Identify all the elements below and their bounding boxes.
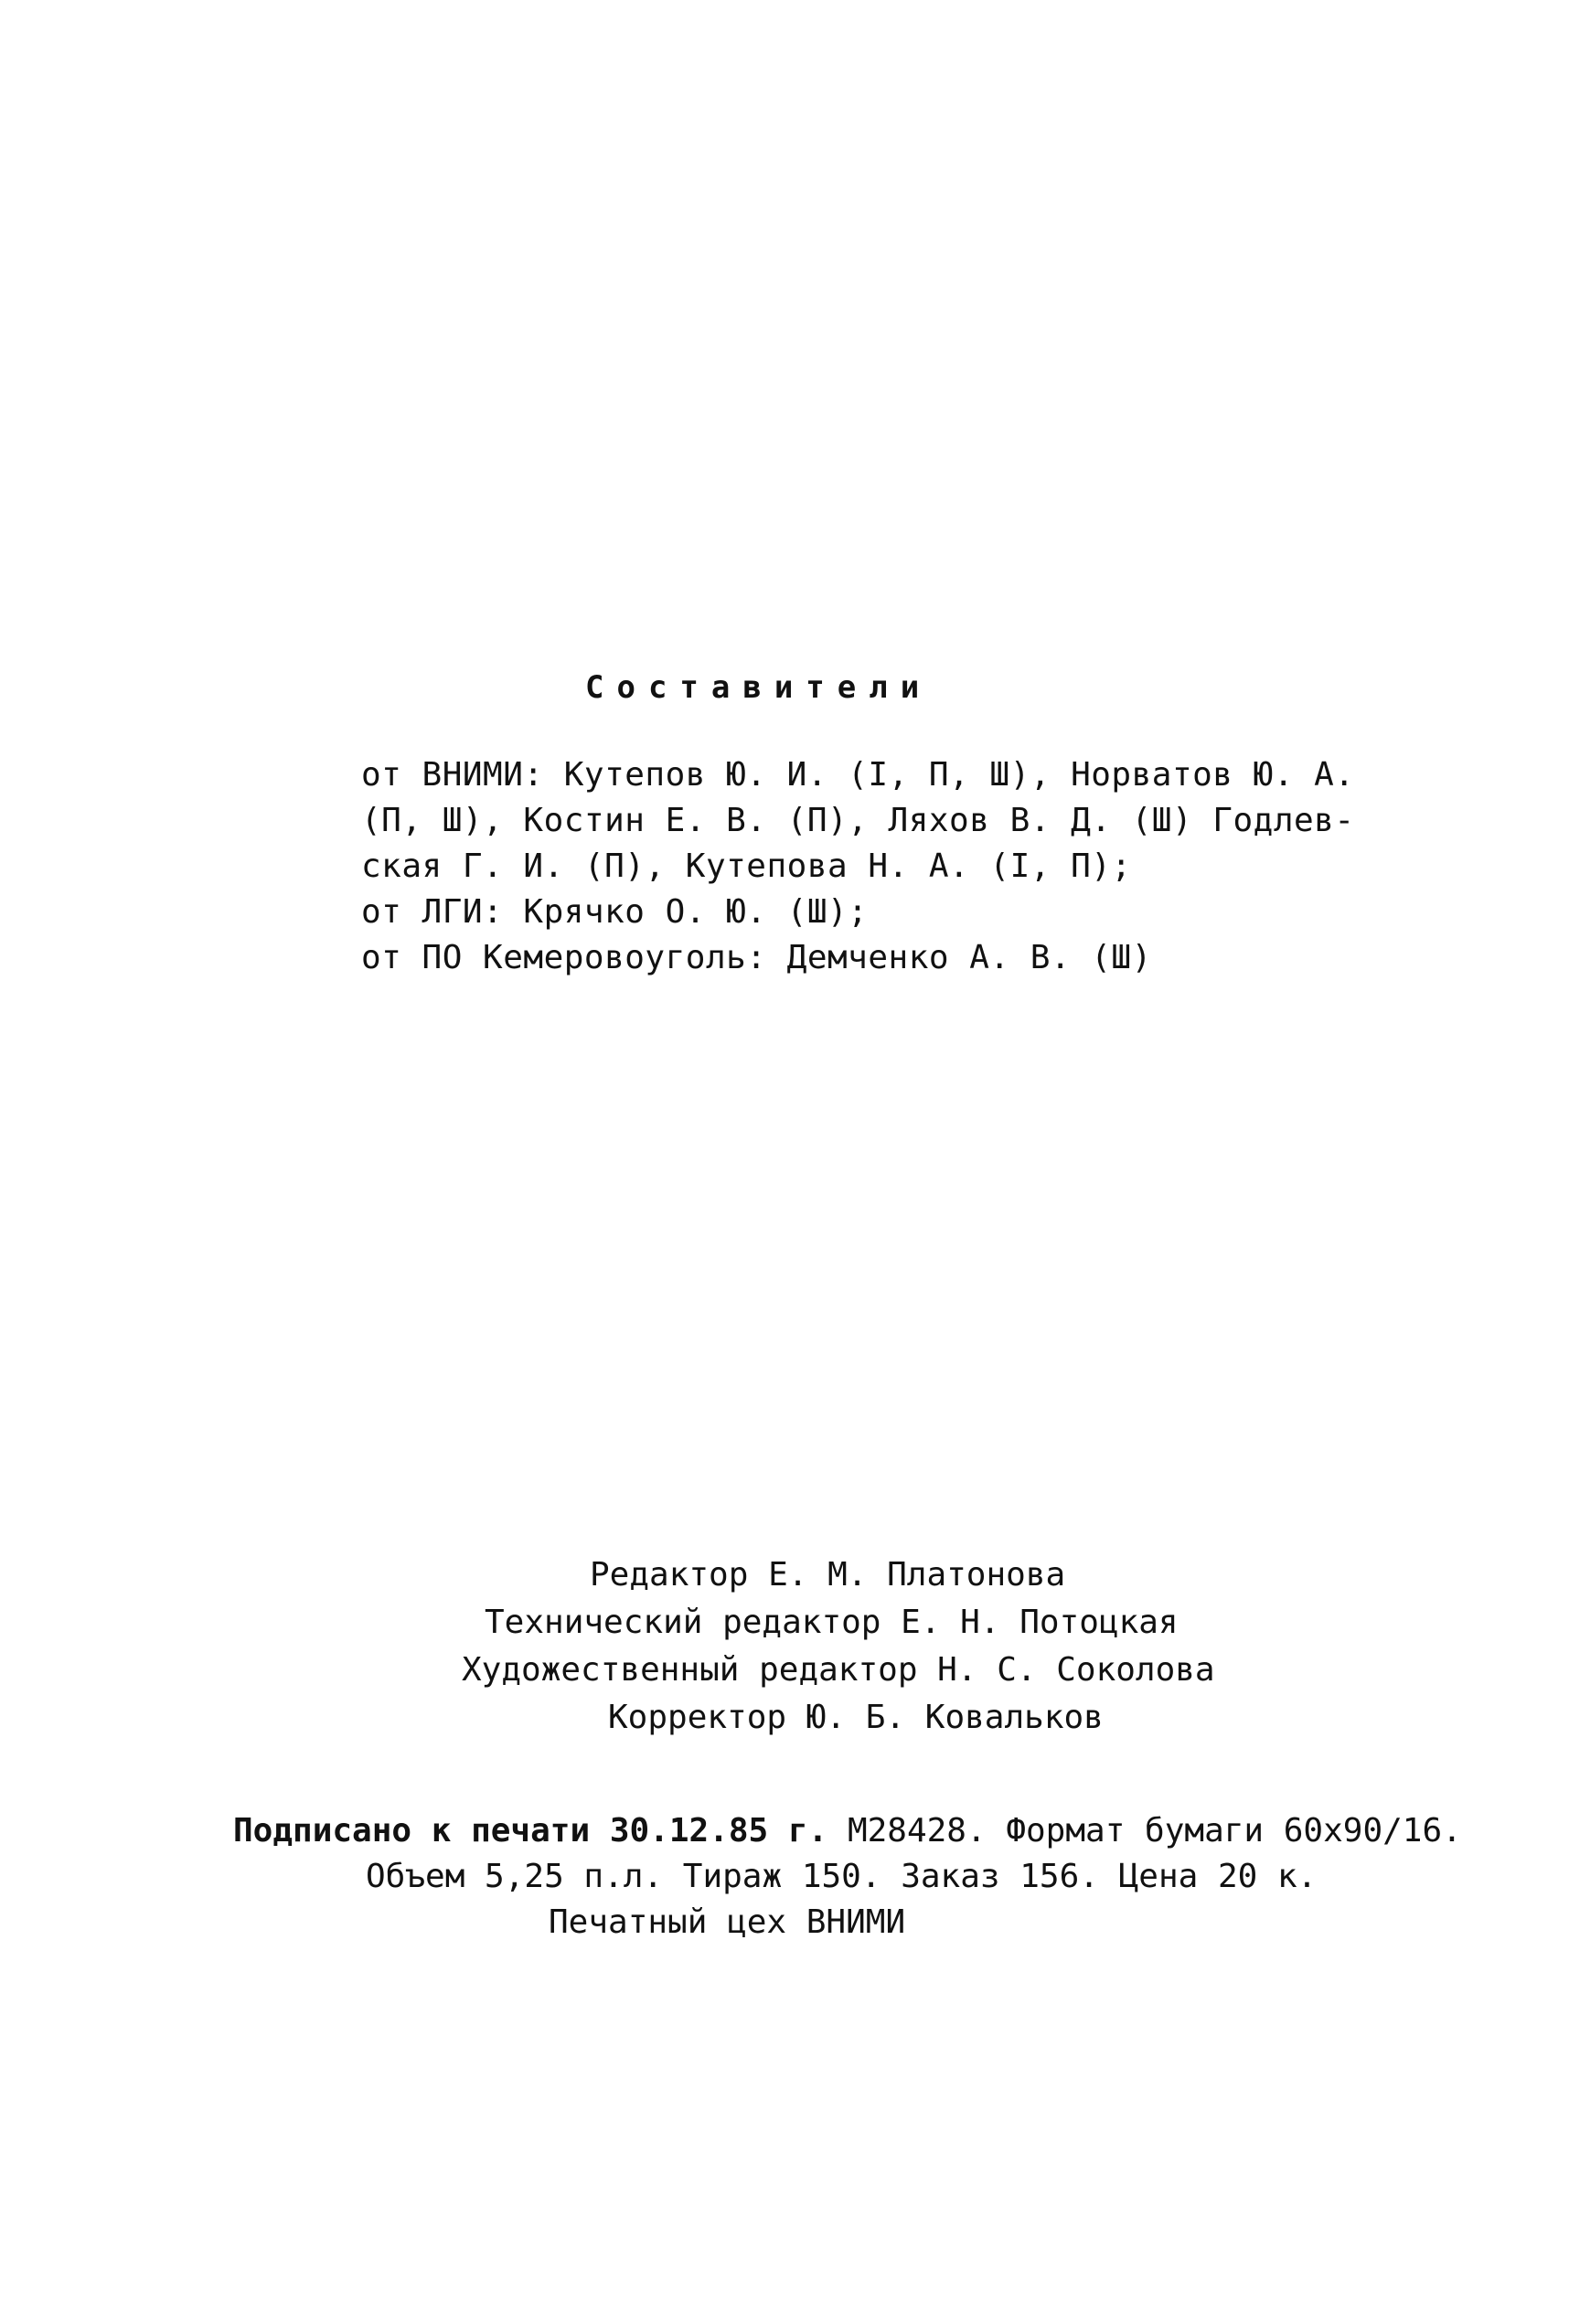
printer-line: Печатный цех ВНИМИ [549,1903,906,1941]
signed-rest: М28428. Формат бумаги 60х90/16. [847,1812,1462,1850]
compilers-line-4: от ЛГИ: Крячко О. Ю. (Ш); [361,893,869,931]
volume-line: Объем 5,25 п.л. Тираж 150. Заказ 156. Цена 20 к. [366,1858,1318,1895]
compilers-heading: Составители [585,669,933,706]
compilers-line-2: (П, Ш), Костин Е. В. (П), Ляхов В. Д. (Ш) Годлев- [361,802,1355,839]
tech-editor-credit: Технический редактор Е. Н. Потоцкая [485,1604,1179,1641]
compilers-line-1: от ВНИМИ: Кутепов Ю. И. (I, П, Ш), Норватов Ю. А. [361,756,1355,794]
signed-date: 30.12.85 г. [609,1812,828,1850]
art-editor-credit: Художественный редактор Н. С. Соколова [462,1651,1215,1689]
signed-line [233,1812,1462,1850]
compilers-line-5: от ПО Кемеровоуголь: Демченко А. В. (Ш) [361,939,1152,976]
editor-credit: Редактор Е. М. Платонова [590,1556,1066,1594]
compilers-line-3: ская Г. И. (П), Кутепова Н. А. (I, П); [361,848,1132,885]
signed-label: Подписано к печати [233,1812,591,1850]
proofreader-credit: Корректор Ю. Б. Ковальков [608,1699,1104,1736]
